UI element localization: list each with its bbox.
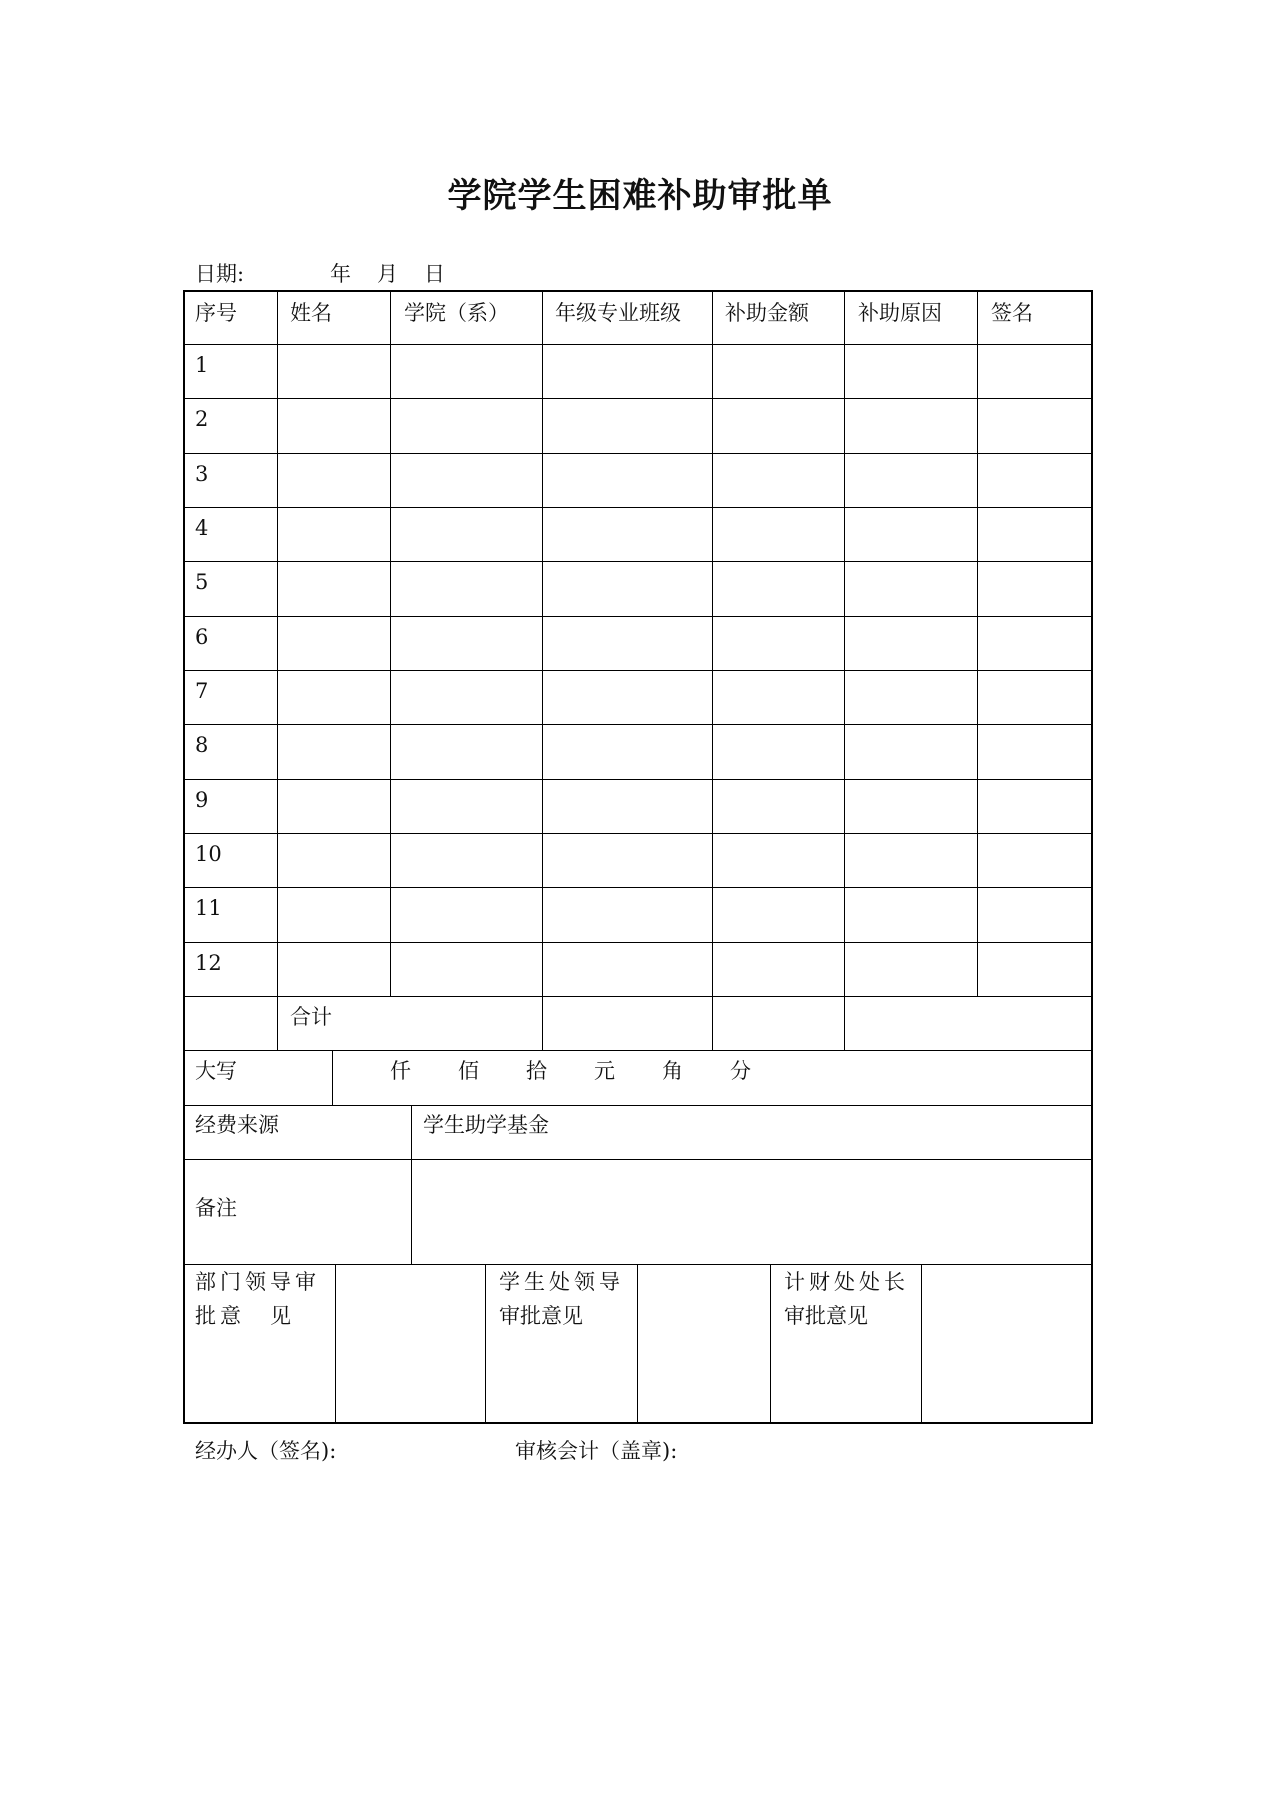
table-rule (185, 1105, 1091, 1106)
table-rule (844, 996, 845, 1050)
table-rule (335, 1264, 336, 1422)
row-index: 11 (195, 896, 222, 920)
remark-label: 备注 (195, 1196, 237, 1220)
row-index: 1 (195, 353, 209, 377)
header-reason: 补助原因 (858, 301, 942, 325)
table-rule (185, 398, 1091, 399)
row-index: 8 (195, 733, 209, 757)
auditor-stamp-label: 审核会计（盖章): (515, 1439, 678, 1463)
table-rule (977, 292, 978, 996)
table-rule (185, 453, 1091, 454)
table-rule (712, 292, 713, 996)
finance-head-approval-label-2: 审批意见 (784, 1304, 868, 1328)
table-rule (542, 996, 543, 1050)
table-rule (921, 1264, 922, 1422)
table-rule (411, 1105, 412, 1264)
table-rule (844, 292, 845, 996)
page-title: 学院学生困难补助审批单 (447, 176, 833, 216)
table-rule (485, 1264, 486, 1422)
date-day-unit: 日 (424, 262, 445, 286)
table-rule (390, 292, 391, 996)
table-rule (185, 1050, 1091, 1051)
row-index: 3 (195, 462, 209, 486)
table-rule (712, 996, 713, 1050)
daxie-unit-shi: 拾 (526, 1059, 547, 1083)
table-rule (770, 1264, 771, 1422)
table-rule (542, 292, 543, 996)
total-label: 合计 (290, 1005, 332, 1029)
row-index: 2 (195, 407, 209, 431)
date-month-unit: 月 (377, 262, 398, 286)
student-office-approval-label: 学生处领导 (499, 1270, 624, 1294)
table-rule (185, 561, 1091, 562)
approval-form-table (183, 290, 1093, 1424)
header-index: 序号 (195, 301, 237, 325)
funding-label: 经费来源 (195, 1113, 279, 1137)
funding-value: 学生助学基金 (423, 1113, 549, 1137)
daxie-unit-qian: 仟 (390, 1059, 411, 1083)
table-rule (185, 996, 1091, 997)
row-index: 10 (195, 842, 222, 866)
header-signature: 签名 (991, 301, 1033, 325)
table-rule (185, 1264, 1091, 1265)
header-college: 学院（系） (404, 301, 509, 325)
table-rule (332, 1050, 333, 1105)
daxie-unit-fen: 分 (730, 1059, 751, 1083)
table-rule (277, 996, 278, 1050)
finance-head-approval-label: 计财处处长 (784, 1270, 909, 1294)
header-name: 姓名 (290, 301, 332, 325)
daxie-unit-bai: 佰 (458, 1059, 479, 1083)
daxie-unit-yuan: 元 (594, 1059, 615, 1083)
date-label: 日期: (195, 262, 245, 286)
table-rule (185, 942, 1091, 943)
header-grade-major-class: 年级专业班级 (555, 301, 681, 325)
table-rule (185, 507, 1091, 508)
handler-signature-label: 经办人（签名): (195, 1439, 337, 1463)
table-rule (185, 670, 1091, 671)
date-line (195, 258, 445, 288)
table-rule (277, 292, 278, 996)
table-rule (185, 779, 1091, 780)
row-index: 12 (195, 951, 222, 975)
daxie-label: 大写 (195, 1059, 237, 1083)
table-rule (185, 724, 1091, 725)
table-rule (185, 1159, 1091, 1160)
table-rule (185, 616, 1091, 617)
table-rule (185, 887, 1091, 888)
daxie-unit-jiao: 角 (662, 1059, 683, 1083)
row-index: 7 (195, 679, 209, 703)
row-index: 5 (195, 570, 209, 594)
date-year-unit: 年 (330, 262, 351, 286)
daxie-units (390, 1061, 798, 1082)
row-index: 4 (195, 516, 209, 540)
dept-leader-approval-label-2: 批意 见 (195, 1304, 295, 1328)
row-index: 9 (195, 788, 209, 812)
student-office-approval-label-2: 审批意见 (499, 1304, 583, 1328)
dept-leader-approval-label: 部门领导审 (195, 1270, 320, 1294)
row-index: 6 (195, 625, 209, 649)
table-rule (637, 1264, 638, 1422)
table-rule (185, 344, 1091, 345)
header-amount: 补助金额 (725, 301, 809, 325)
table-rule (185, 833, 1091, 834)
